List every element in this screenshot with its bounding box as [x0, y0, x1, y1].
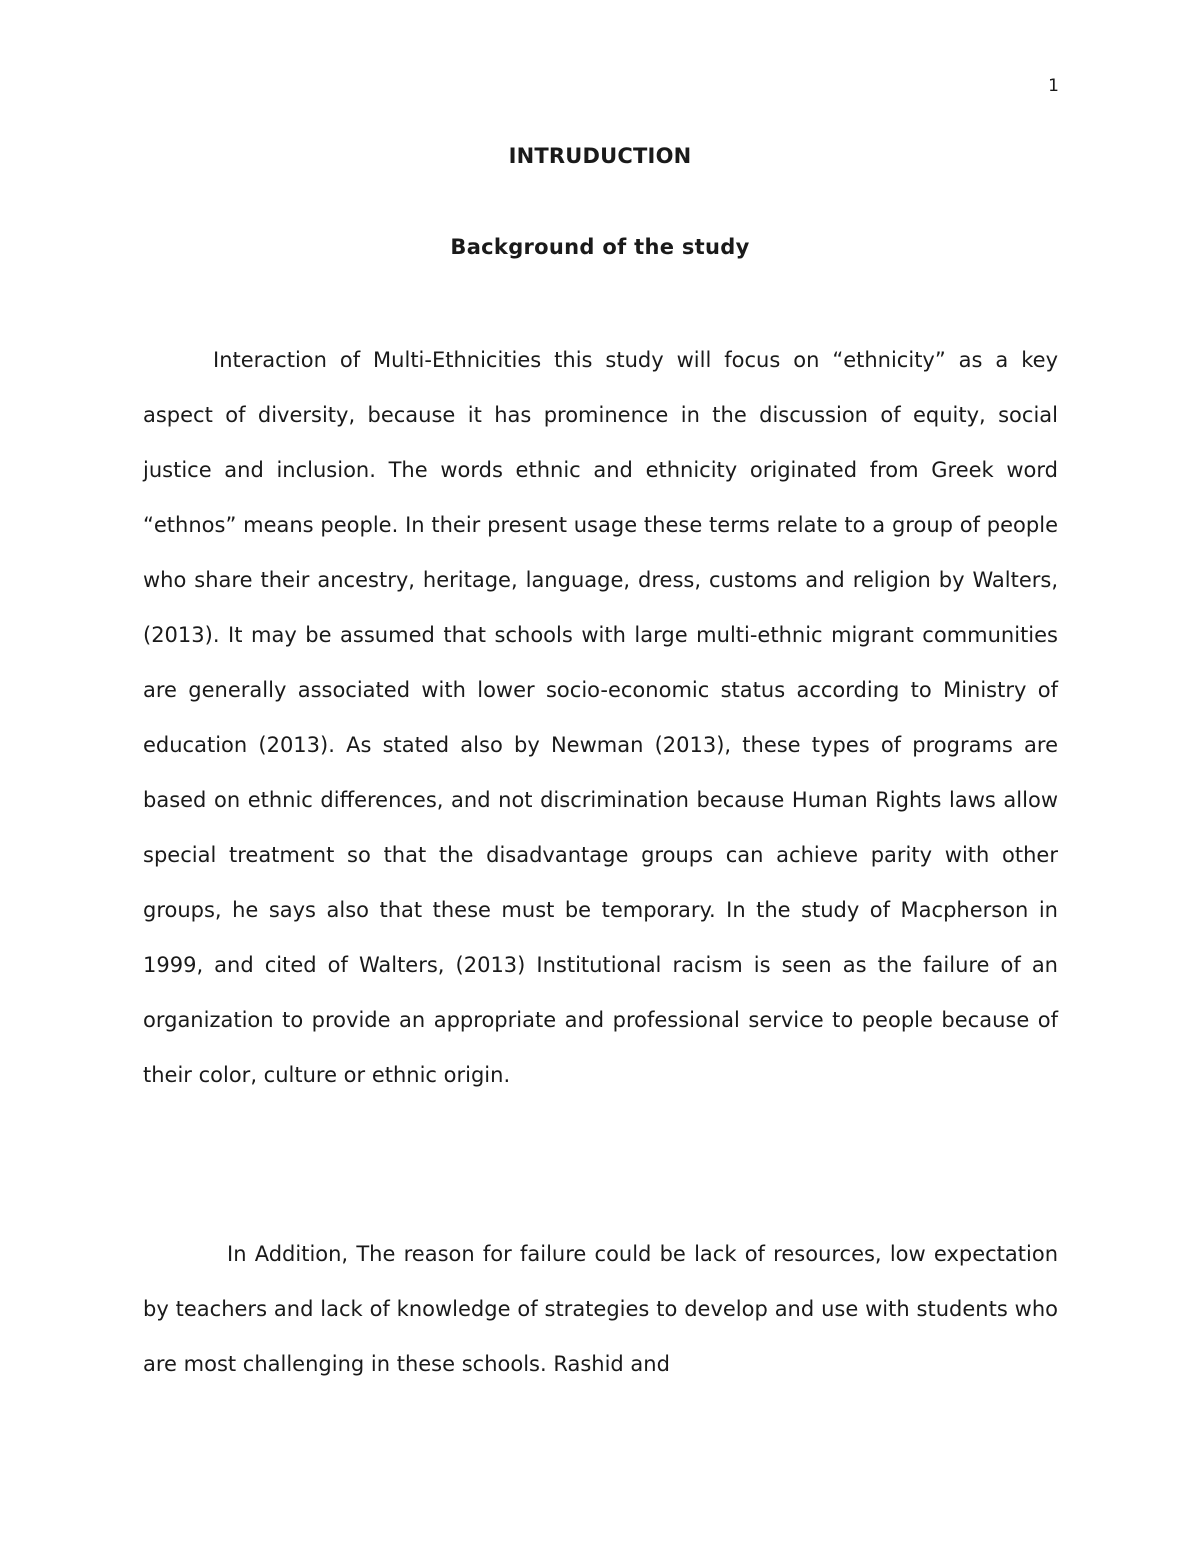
section-heading: Background of the study: [450, 235, 750, 259]
body-paragraph: Interaction of Multi-Ethnicities this study will focus on “ethnicity” as a key aspect of diversity, because it has prominence in the discussion of equity, social justice and inclusion. The words ethnic and ethnicity originated from Greek word “ethnos” means people. In their present usage these terms relate to a group of people who share their ancestry, heritage, language, dress, customs and religion by Walters, (2013). It may be assumed that schools with large multi-ethnic migrant communities are generally associated with lower socio-economic status according to Ministry of education (2013). As stated also by Newman (2013), these types of programs are based on ethnic differences, and not discrimination because Human Rights laws allow special treatment so that the disadvantage groups can achieve parity with other groups, he says also that these must be temporary. In the study of Macpherson in 1999, and cited of Walters, (2013) Institutional racism is seen as the failure of an organization to provide an appropriate and professional service to people because of their color, culture or ethnic origin.: [143, 348, 1058, 1087]
body-paragraph: In Addition, The reason for failure could be lack of resources, low expectation by teachers and lack of knowledge of strategies to develop and use with students who are most challenging in these schools. Rashid and: [143, 1242, 1058, 1376]
document-title: INTRUDUCTION: [508, 144, 692, 168]
page-number: 1: [1048, 76, 1059, 96]
